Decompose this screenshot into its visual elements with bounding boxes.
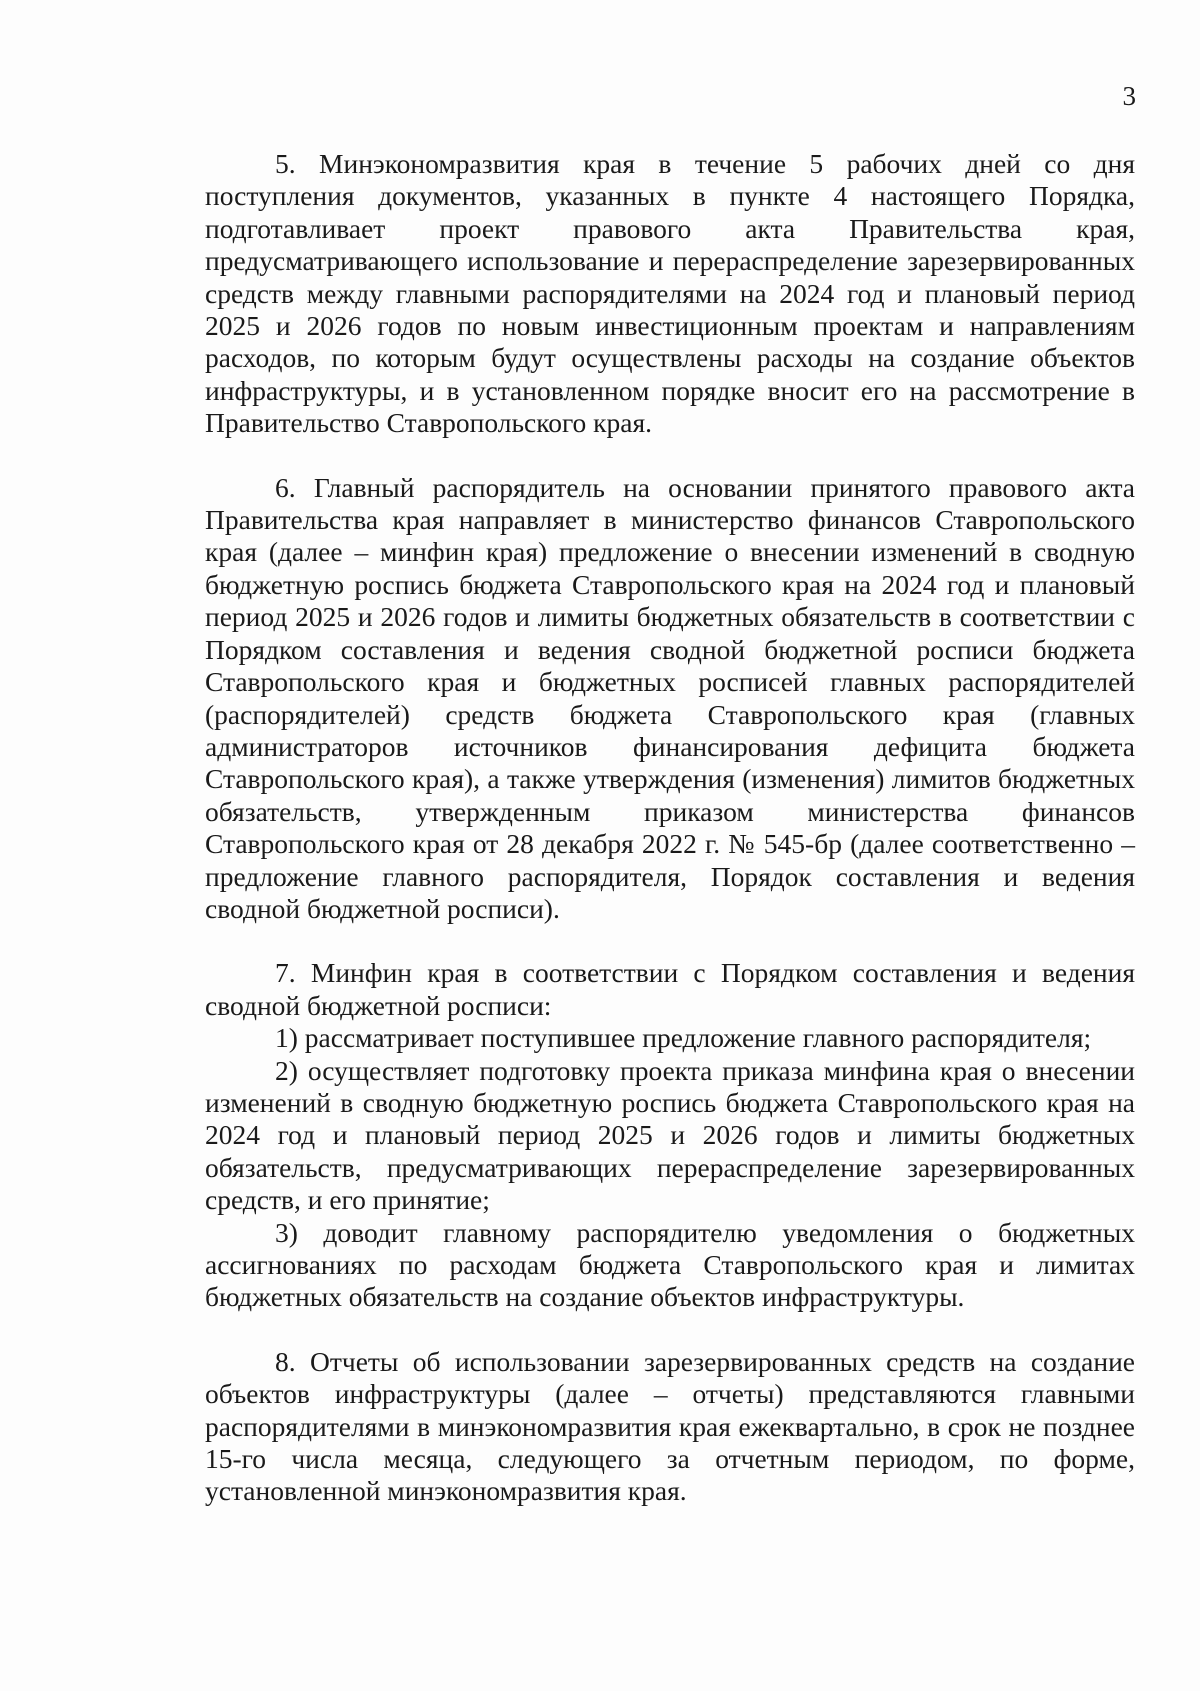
subitem-7-1: 1) рассматривает поступившее предложение главного распорядителя; [275,1022,1092,1054]
subitem-7-3: 3) доводит главному распорядителю уведомления о бюджетных ассигнованиях по расходам бюджета Ставропольского края и лимитах бюджетных обязательств на создание объектов инфраструктуры. [205,1216,1135,1313]
paragraph-5: 5. Минэкономразвития края в течение 5 рабочих дней со дня поступления документов, указанных в пункте 4 настоящего Порядка, подготавливает проект правового акта Правительства края, предусматривающего использование и перераспределение зарезервированных средств между главными распорядителями на 2024 год и плановый период 2025 и 2026 годов по новым инвестиционным проектам и направлениям расходов, по которым будут осуществлены расходы на создание объектов инфраструктуры, и в установленном порядке вносит его на рассмотрение в Правительство Ставропольского края. [205,148,1135,439]
paragraph-8: 8. Отчеты об использовании зарезервированных средств на создание объектов инфраструктуры (далее – отчеты) представляются главными распорядителями в минэкономразвития края ежеквартально, в срок не позднее 15-го числа месяца, следующего за отчетным периодом, по форме, установленной минэкономразвития края. [205,1345,1135,1507]
paragraph-6: 6. Главный распорядитель на основании принятого правового акта Правительства края направляет в министерство финансов Ставропольского края (далее – минфин края) предложение о внесении изменений в сводную бюджетную роспись бюджета Ставропольского края на 2024 год и плановый период 2025 и 2026 годов и лимиты бюджетных обязательств в соответствии с Порядком составления и ведения сводной бюджетной росписи бюджета Ставропольского края и бюджетных росписей главных распорядителей (распорядителей) средств бюджета Ставропольского края (главных администраторов источников финансирования дефицита бюджета Ставропольского края), а также утверждения (изменения) лимитов бюджетных обязательств, утвержденным приказом министерства финансов Ставропольского края от 28 декабря 2022 г. № 545-бр (далее соответственно – предложение главного распорядителя, Порядок составления и ведения сводной бюджетной росписи). [205,471,1135,924]
subitem-7-2: 2) осуществляет подготовку проекта приказа минфина края о внесении изменений в сводную бюджетную роспись бюджета Ставропольского края на 2024 год и плановый период 2025 и 2026 годов и лимиты бюджетных обязательств, предусматривающих перераспределение зарезервированных средств, и его принятие; [205,1054,1135,1216]
document-body [205,148,1135,1508]
page-number: 3 [1122,81,1136,111]
paragraph-7: 7. Минфин края в соответствии с Порядком составления и ведения сводной бюджетной росписи: [205,957,1135,1021]
